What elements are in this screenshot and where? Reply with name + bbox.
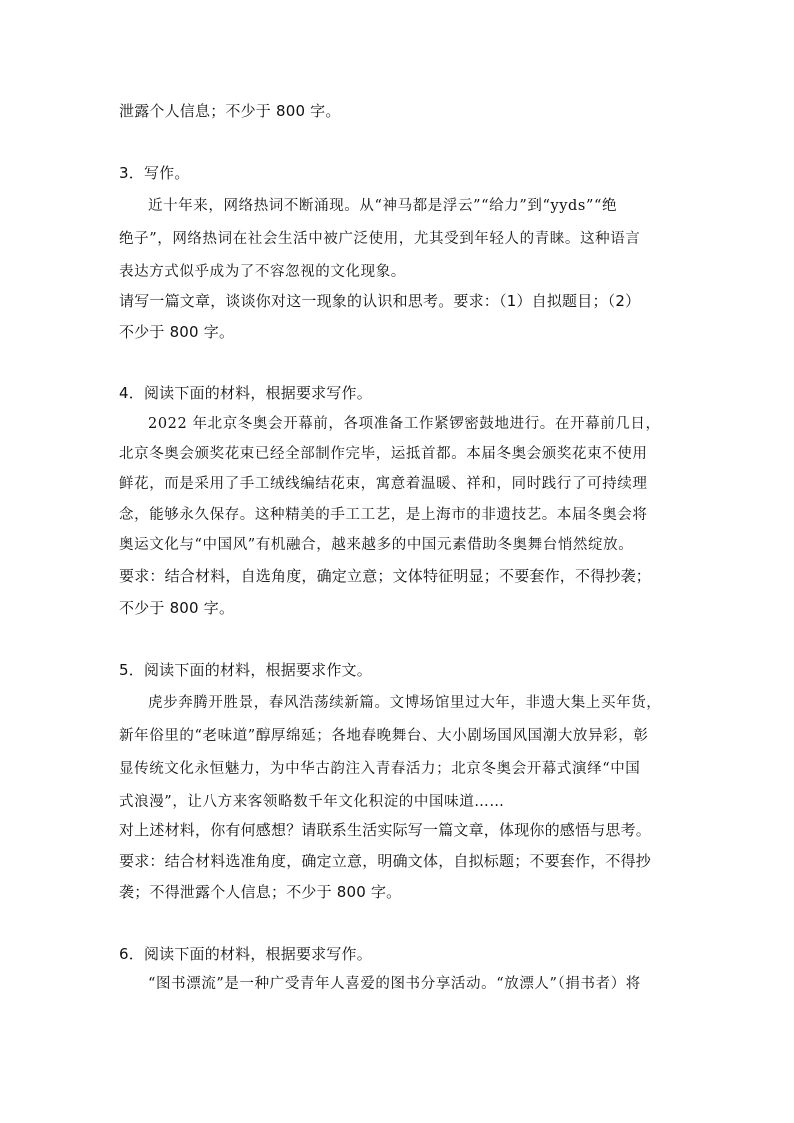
question-4-material-line: 念，能够永久保存。这种精美的手工工艺，是上海市的非遗技艺。本届冬奥会将 (119, 507, 648, 523)
question-4-requirement-line: 不少于 800 字。 (119, 599, 235, 617)
question-4-material-line: 奥运文化与“中国风”有机融合，越来越多的中国元素借助冬奥舞台悄然绽放。 (119, 537, 634, 553)
question-5-requirement-line: 要求：结合材料选准角度，确定立意，明确文体，自拟标题；不要套作，不得抄 (119, 852, 652, 870)
question-4-material-line: 2022 年北京冬奥会开幕前，各项准备工作紧锣密鼓地进行。在开幕前几日， (148, 416, 661, 432)
question-5-requirement-line: 对上述材料，你有何感想？请联系生活实际写一篇文章，体现你的感悟与思考。 (119, 821, 652, 839)
question-5-material-line: 显传统文化永恒魅力，为中华古韵注入青春活力；北京冬奥会开幕式演绎“中国 (119, 761, 641, 777)
question-5-material-line: 虎步奔腾开胜景，春风浩荡续新篇。文博场馆里过大年，非遗大集上买年货， (148, 695, 662, 711)
question-3-heading: 3．写作。 (119, 164, 190, 182)
question-4-requirement-line: 要求：结合材料，自选角度，确定立意；文体特征明显；不要套作，不得抄袭； (119, 567, 652, 585)
question-5-heading: 5．阅读下面的材料，根据要求作文。 (119, 661, 372, 679)
continued-requirement-line: 泄露个人信息；不少于 800 字。 (119, 102, 341, 120)
question-4-material-line: 鲜花，而是采用了手工绒线编结花束，寓意着温暖、祥和，同时践行了可持续理 (119, 476, 648, 492)
question-3-requirement-line: 请写一篇文章，谈谈你对这一现象的认识和思考。要求：（1）自拟题目；（2） (119, 292, 641, 310)
question-3-requirement-line: 不少于 800 字。 (119, 323, 235, 341)
question-3-material-line: 近十年来，网络热词不断涌现。从“神马都是浮云”“给力”到“yyds”“绝 (148, 198, 618, 214)
question-5-material-line: 式浪漫”，让八方来客领略数千年文化积淀的中国味道…… (119, 794, 505, 810)
question-6-heading: 6．阅读下面的材料，根据要求写作。 (119, 945, 372, 963)
question-6-material-line: “图书漂流”是一种广受青年人喜爱的图书分享活动。“放漂人”（捐书者）将 (148, 976, 641, 992)
question-5-material-line: 新年俗里的“老味道”醇厚绵延；各地春晚舞台、大小剧场国风国潮大放异彩，彰 (119, 728, 649, 744)
question-4-heading: 4．阅读下面的材料，根据要求写作。 (119, 384, 372, 402)
question-3-material-line: 绝子”，网络热词在社会生活中被广泛使用，尤其受到年轻人的青睐。这种语言 (119, 231, 641, 247)
question-4-material-line: 北京冬奥会颁奖花束已经全部制作完毕，运抵首都。本届冬奥会颁奖花束不使用 (119, 446, 648, 462)
question-5-requirement-line: 袭；不得泄露个人信息；不少于 800 字。 (119, 883, 402, 901)
question-3-material-line: 表达方式似乎成为了不容忽视的文化现象。 (119, 264, 406, 280)
